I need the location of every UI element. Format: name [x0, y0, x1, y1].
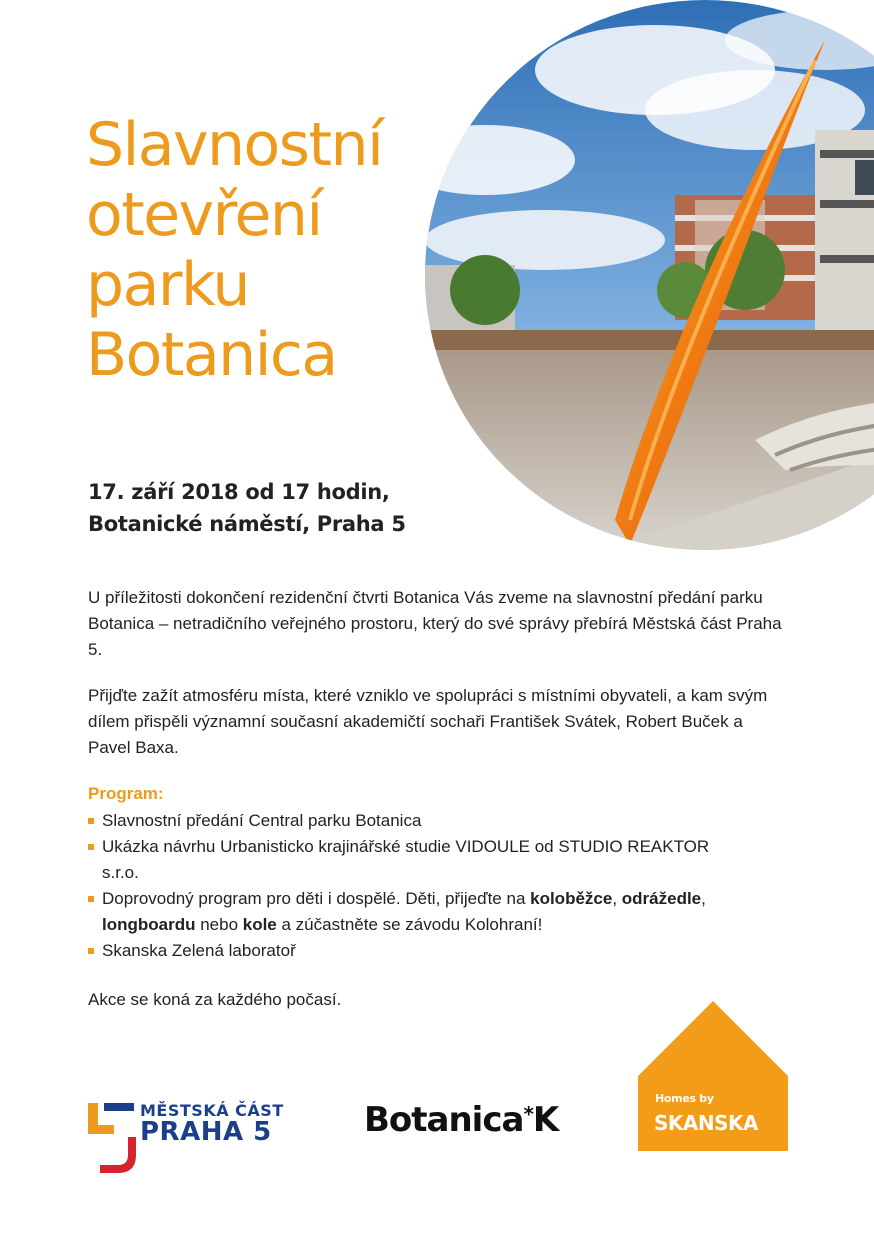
program-item3-text4: nebo — [195, 915, 243, 934]
program-list — [88, 808, 728, 964]
praha5-logo-line1: MĚSTSKÁ ČÁST — [140, 1101, 284, 1120]
event-date: 17. září 2018 od 17 hodin, — [88, 480, 390, 504]
artists-paragraph: Přijďte zažít atmosféru místa, které vzniklo ve spolupráci s místními obyvateli, a kam svým dílem přispěli významní současní akademičtí sochaři František Svátek, Robert Buček a Pavel Baxa. — [88, 686, 768, 757]
program-heading: Program: — [88, 784, 164, 803]
program-item3-bold2: odrážedle — [621, 889, 702, 908]
botanica-logo-k: K — [532, 1100, 559, 1140]
skanska-logo — [638, 1001, 788, 1151]
program-item3-bold4: kole — [242, 915, 277, 934]
program-item — [88, 886, 728, 938]
skanska-logo-small: Homes by — [655, 1092, 714, 1105]
title-line-2: otevření — [86, 180, 322, 250]
program-item3-text5: a zúčastněte se závodu Kolohraní! — [276, 915, 543, 934]
page-title — [86, 110, 446, 390]
program-item: Skanska Zelená laboratoř — [88, 938, 728, 964]
intro-paragraph: U příležitosti dokončení rezidenční čtvrti Botanica Vás zveme na slavnostní předání parku Botanica – netradičního veřejného prostoru, který do své správy přebírá Městská část Praha 5. — [88, 588, 782, 659]
event-place: Botanické náměstí, Praha 5 — [88, 512, 406, 536]
program-item3-text1: Doprovodný program pro děti i dospělé. Děti, přijeďte na — [102, 889, 531, 908]
event-date-place — [88, 476, 406, 540]
park-sculpture-photo — [425, 0, 874, 550]
program-item3-bold1: koloběžce — [530, 889, 613, 908]
botanica-logo-name: Botanica — [364, 1100, 524, 1140]
program-item: Slavnostní předání Central parku Botanica — [88, 808, 728, 834]
weather-note: Akce se koná za každého počasí. — [88, 990, 342, 1009]
program-item3-text2: , — [612, 889, 622, 908]
botanica-logo-star: * — [523, 1102, 533, 1126]
praha5-logo — [88, 1095, 288, 1185]
program-item3-bold3: longboardu — [102, 915, 196, 934]
program-item3-text3: , — [701, 889, 706, 908]
praha5-logo-mark — [88, 1095, 138, 1180]
program-item: Ukázka návrhu Urbanisticko krajinářské studie VIDOULE od STUDIO REAKTOR s.r.o. — [88, 834, 728, 886]
praha5-logo-line2: PRAHA 5 — [140, 1117, 272, 1147]
title-line-3: parku — [86, 250, 249, 320]
title-line-1: Slavnostní — [86, 110, 383, 180]
skanska-logo-big: SKANSKA — [654, 1111, 758, 1135]
botanica-k-logo — [364, 1100, 558, 1140]
title-line-4: Botanica — [86, 320, 337, 390]
